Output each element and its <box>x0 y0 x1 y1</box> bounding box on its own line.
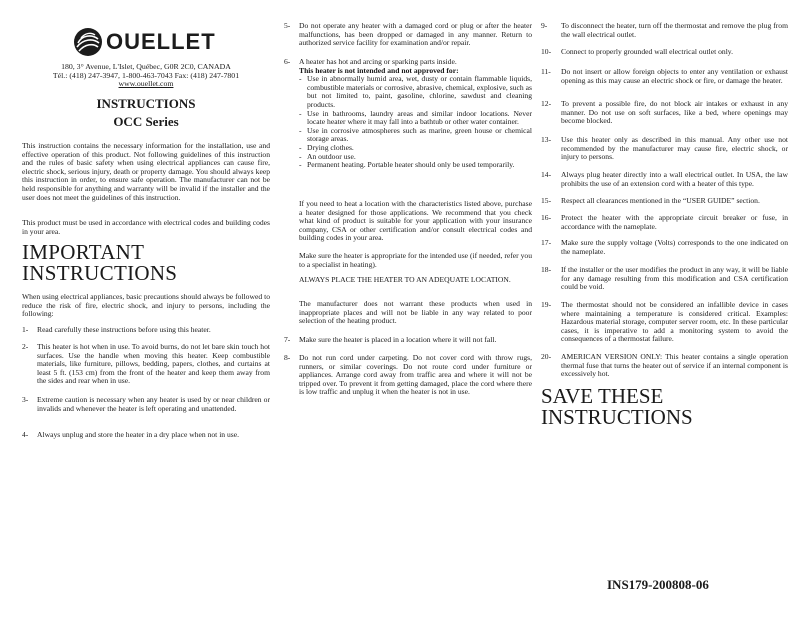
sub-item: - Drying clothes. <box>299 142 354 152</box>
list-item: 20- AMERICAN VERSION ONLY: This heater contains a single operation thermal fuse that turns the heater out of service if an internal component is excessively hot. <box>541 352 788 379</box>
sub-item: - Use in corrosive atmospheres such as marine, green house or chemical storage areas. <box>299 125 532 144</box>
list-item: 1- Read carefully these instructions before using this heater. <box>22 325 211 334</box>
sub-item: - Use in bathrooms, laundry areas and similar indoor locations. Never locate heater where it may fall into a bathtub or other water container. <box>299 108 532 127</box>
doc-title: INSTRUCTIONS <box>96 96 196 111</box>
list-item: 2- This heater is hot when in use. To avoid burns, do not let bare skin touch hot surfaces. Use the handle when moving this heater. Keep combustible materials, like furniture, pillows, bedding, papers, clothes, and curtains at least 5 ft. (153 cm) from the front of the heater and keep them away from the sides and rear when in use. <box>22 342 270 386</box>
important-heading-line1: IMPORTANT <box>22 240 145 264</box>
doc-subtitle: OCC Series <box>113 114 179 129</box>
list-item: 11- Do not insert or allow foreign objects to enter any ventilation or exhaust opening as this may cause an electric shock or fire, or damage the heater. <box>541 67 788 85</box>
save-heading-line2: INSTRUCTIONS <box>541 405 693 429</box>
list-item: 10- Connect to properly grounded wall electrical outlet only. <box>541 47 734 56</box>
paragraph-appropriate-use: Make sure the heater is appropriate for the intended use (if needed, refer you to a specialist in heating). <box>299 251 532 269</box>
list-item: 16- Protect the heater with the appropriate circuit breaker or fuse, in accordance with the nameplate. <box>541 213 788 231</box>
document-number: INS179-200808-06 <box>607 577 709 592</box>
list-item: 12- To prevent a possible fire, do not block air intakes or exhaust in any manner. Do not use on soft surfaces, like a bed, where openings may become blocked. <box>541 99 788 126</box>
list-item: 15- Respect all clearances mentioned in the “USER GUIDE” section. <box>541 196 760 205</box>
list-item-heater-restrictions: 6- A heater has hot and arcing or sparking parts inside. This heater is not intended and not approved for: - Use in abnormally humid area, wet, dusty or contain flammable liquids, combustible materials or corrosive, abrasive, chemical, explosive, such as but not limited to, paint, gasoline, chlorine, sawdust and cleaning products. - Use in bathrooms, laundry areas and similar indoor locations. Never locate heater where it may fall into a bathtub or other water container. - Use in corrosive atmospheres such as marine, green house or chemical storage areas. - Drying clothes. - An outdoor use. - Permanent heating. Portable heater should only be used temporarily. <box>284 57 532 170</box>
list-item: 14- Always plug heater directly into a wall electrical outlet. In USA, the law prohibits the use of an extension cord with a heater of this type. <box>541 170 788 188</box>
precautions-intro: When using electrical appliances, basic precautions should always be followed to reduce the risk of fire, electric shock, and injury to persons, including the following: <box>22 292 270 319</box>
ouellet-swirl-icon <box>73 27 103 57</box>
list-item: 4- Always unplug and store the heater in a dry place when not in use. <box>22 430 240 439</box>
address-line: 180, 3° Avenue, L'Islet, Québec, G0R 2C0, CANADA <box>61 62 231 71</box>
restriction-heading: This heater is not intended and not approved for: <box>299 65 459 75</box>
list-item: 18- If the installer or the user modifies the product in any way, it will be liable for any damage resulting from this modification and CSA certification could be void. <box>541 265 788 292</box>
list-item: 5- Do not operate any heater with a damaged cord or plug or after the heater malfunctions, has been dropped or damaged in any manner. Return to authorized service facility for examination and/or repair. <box>284 21 532 48</box>
sub-item: - Use in abnormally humid area, wet, dusty or contain flammable liquids, combustible materials or corrosive, abrasive, chemical, explosive, such as but not limited to, paint, gasoline, chlorine, sawdust and cleaning products. <box>299 74 532 109</box>
list-item: 3- Extreme caution is necessary when any heater is used by or near children or invalids and whenever the heater is left operating and unattended. <box>22 395 270 413</box>
intro-paragraph: This instruction contains the necessary information for the installation, use and effective operation of this product. Not following guidelines of this instruction and the rules of basic safety when using electrical appliances can cause fire, electric shock, serious injury, death or property damage. You should always keep this instruction in order, to ensure safe operation. The manufacturer can not be held responsible for anything and warranty will be invalid if the installer and the user does not meet the guidelines of this instruction. <box>22 141 270 202</box>
paragraph-adequate-location: ALWAYS PLACE THE HEATER TO AN ADEQUATE LOCATION. <box>299 275 511 284</box>
list-item: 8- Do not run cord under carpeting. Do not cover cord with throw rugs, runners, or similar coverings. Do not route cord under furniture or appliances. Arrange cord away from traffic area and where it will not be tripped over. To prevent it from getting damaged, place the cord where there is low traffic and unplug it when the heater is not in use. <box>284 353 532 397</box>
important-heading-line2: INSTRUCTIONS <box>22 261 178 285</box>
paragraph-warranty: The manufacturer does not warrant these products when used in inappropriate places and will not be liable in any way related to poor selection of the heating product. <box>299 299 532 326</box>
list-item: 9- To disconnect the heater, turn off the thermostat and remove the plug from the wall electrical outlet. <box>541 21 788 39</box>
sub-item: - Permanent heating. Portable heater should only be used temporarily. <box>299 160 515 170</box>
paragraph-heating-needs: If you need to heat a location with the characteristics listed above, purchase a heater designed for those applications. We recommend that you check what kind of product is suitable for your application with your insurance company, CSA or other certification and/or consult electrical codes and building codes in your area. <box>299 199 532 243</box>
intro-paragraph-codes: This product must be used in accordance with electrical codes and building codes in your area. <box>22 218 270 236</box>
sub-item: - An outdoor use. <box>299 151 356 161</box>
phone-line: Tél.: (418) 247-3947, 1-800-463-7043 Fax: (418) 247-7801 <box>52 70 240 80</box>
list-item: 13- Use this heater only as described in this manual. Any other use not recommended by the manufacturer may cause fire, electric shock, or injury to persons. <box>541 135 788 162</box>
brand-logo <box>73 27 243 57</box>
list-item: 7- Make sure the heater is placed in a location where it will not fall. <box>284 335 497 344</box>
save-heading-line1: SAVE THESE <box>541 384 664 408</box>
company-address <box>22 63 270 89</box>
website-link[interactable]: www.ouellet.com <box>118 79 174 89</box>
brand-name: OUELLET <box>106 29 216 54</box>
list-item: 19- The thermostat should not be considered an infallible device in cases where maintaining a temperature is considered critical. Examples: Hazardous material storage, computer server room, etc. In these particular cases, it is imperative to add a monitoring system to avoid the consequences of a thermostat failure. <box>541 300 788 344</box>
list-item: 17- Make sure the supply voltage (Volts) corresponds to the one indicated on the nameplate. <box>541 238 788 256</box>
